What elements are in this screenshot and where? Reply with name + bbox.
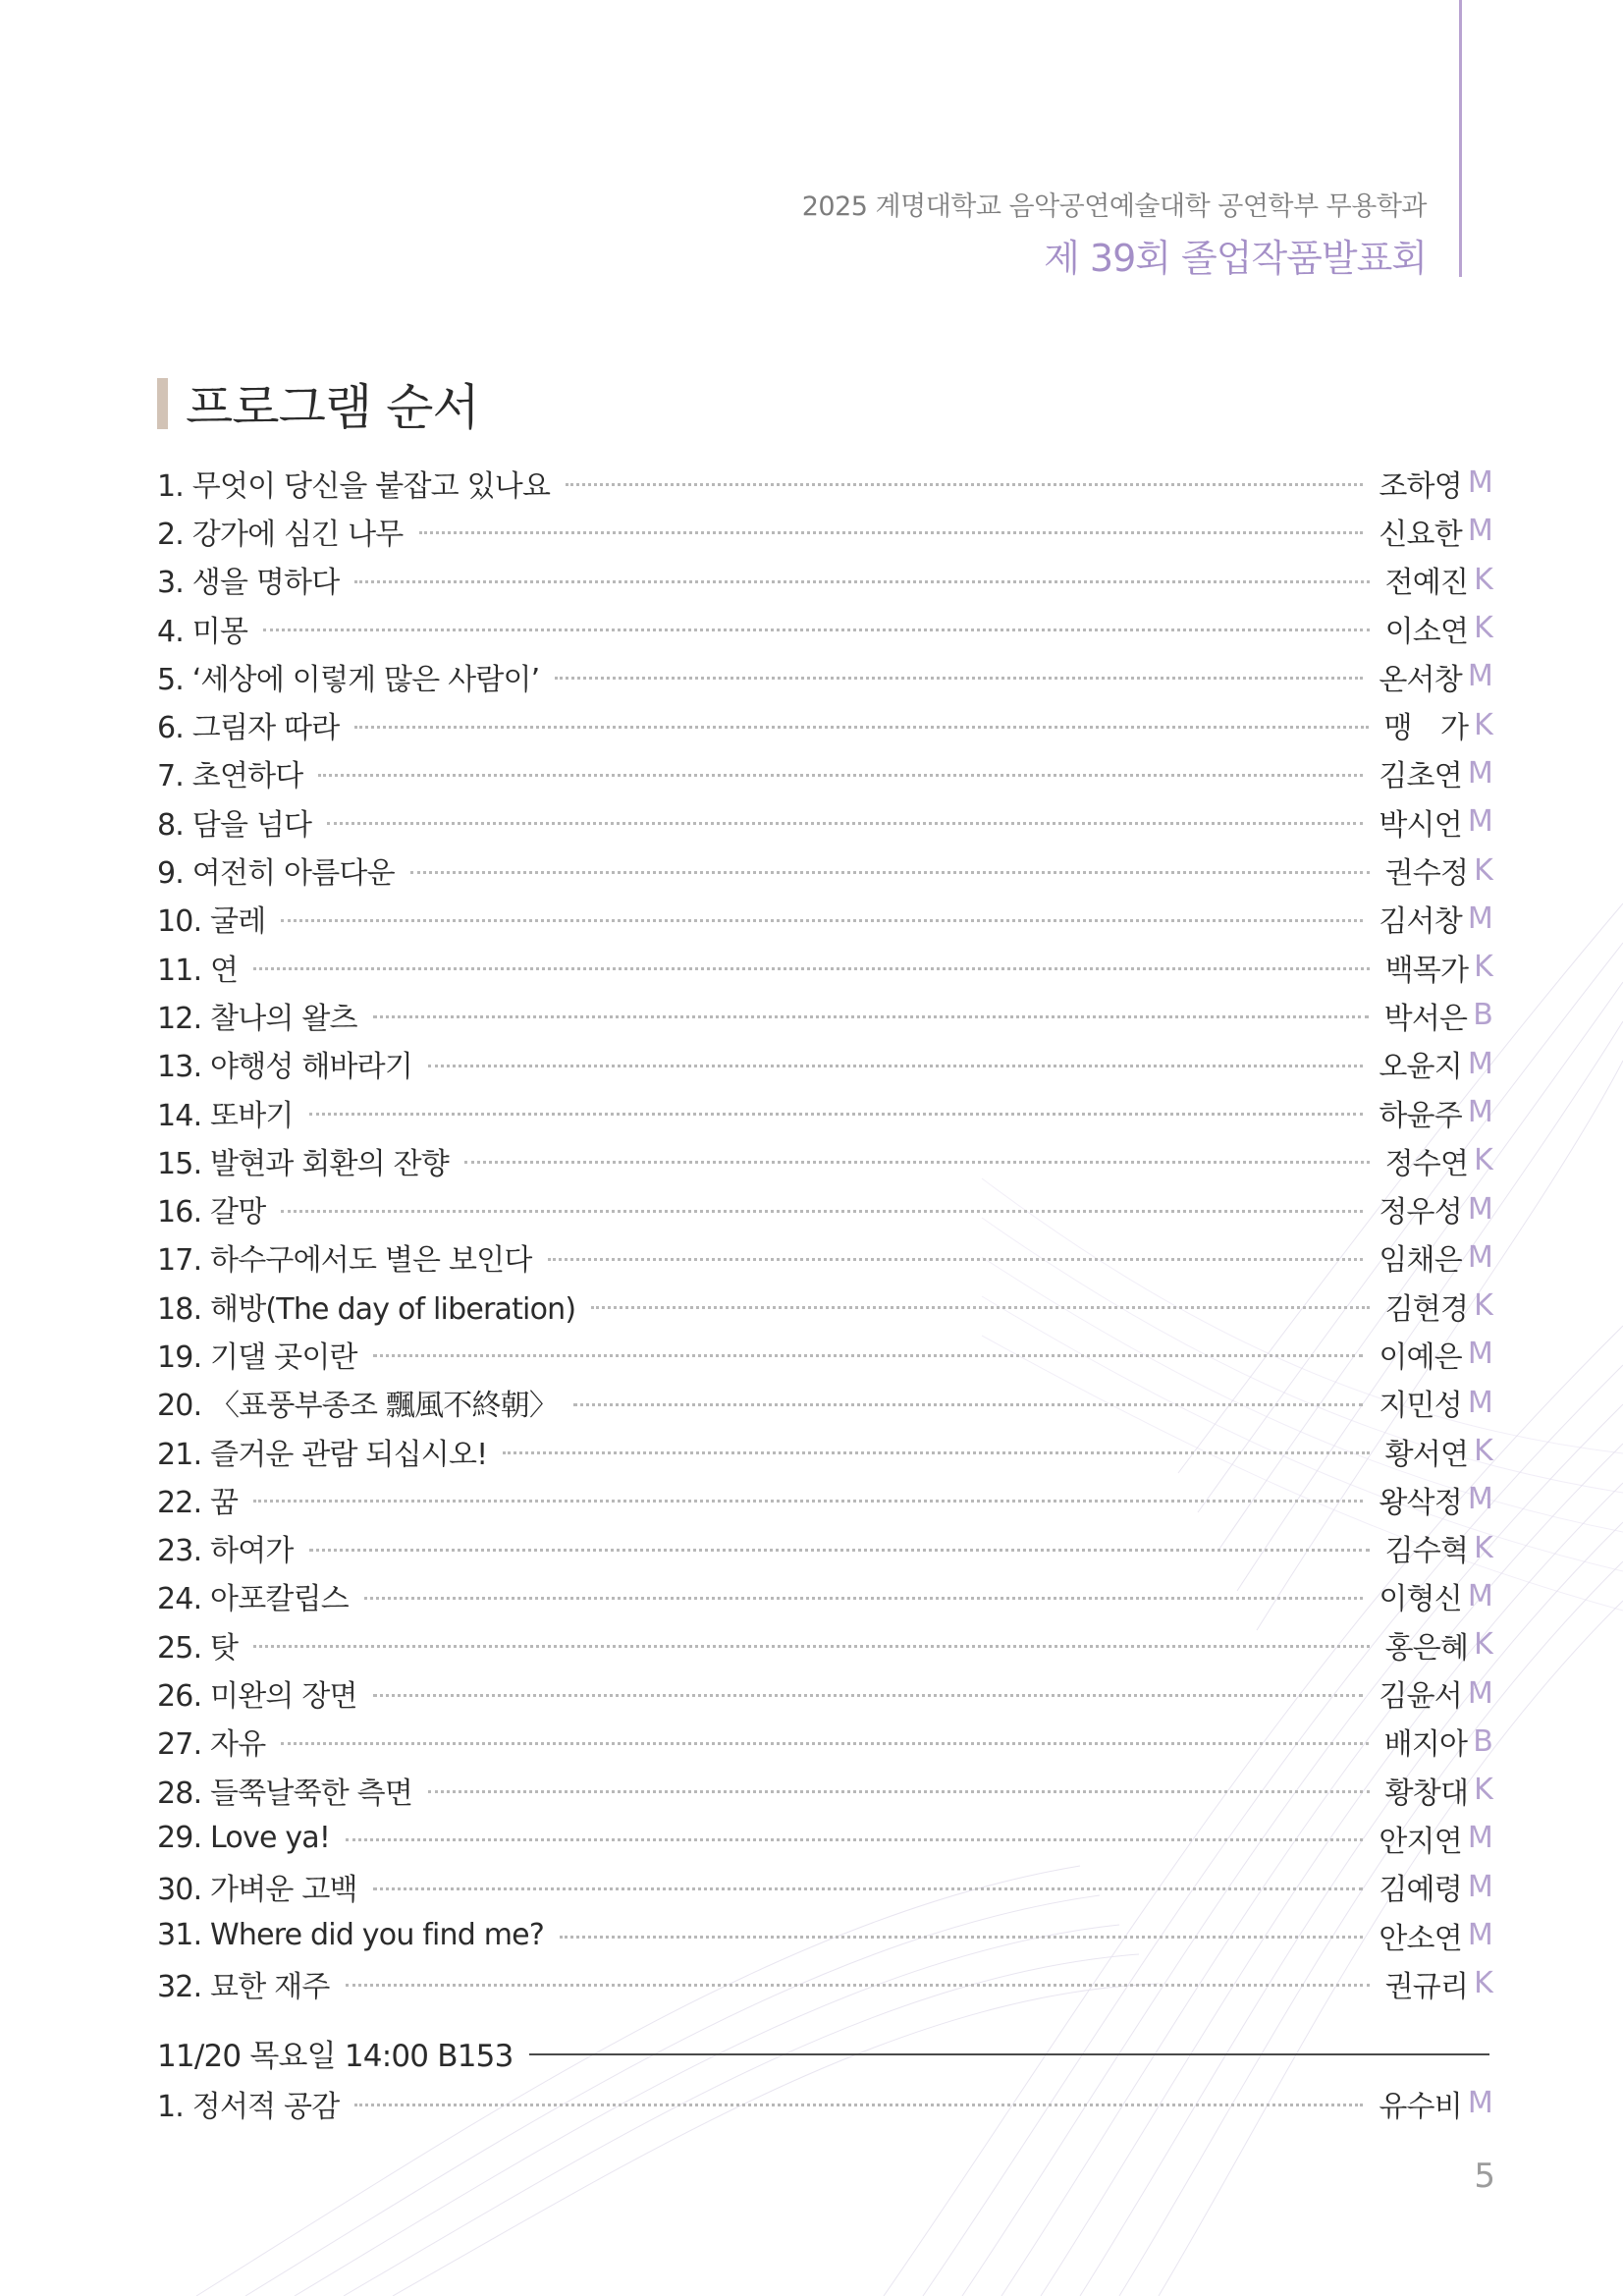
genre-marker: M	[1467, 1482, 1492, 1517]
genre-marker: M	[1467, 1191, 1492, 1227]
dot-leader	[354, 580, 1369, 583]
performer-name: 황서연	[1384, 1437, 1469, 1472]
program-title: 1. 무엇이 당신을 붙잡고 있나요	[157, 468, 551, 504]
page-number: 5	[1474, 2157, 1495, 2196]
genre-marker: M	[1467, 804, 1492, 840]
genre-marker: K	[1474, 1773, 1492, 1808]
performer	[1384, 703, 1492, 746]
genre-marker: M	[1467, 1095, 1492, 1129]
program-title: 28. 들쭉날쭉한 측면	[157, 1776, 413, 1811]
program-title: 1. 정서적 공감	[157, 2089, 340, 2124]
dot-leader	[346, 1838, 1363, 1841]
performer-name: 황창대	[1384, 1776, 1469, 1811]
dot-leader	[548, 1258, 1364, 1261]
performer-name: 안지연	[1379, 1824, 1462, 1859]
performer	[1385, 558, 1492, 601]
program-item	[157, 556, 1492, 604]
program-item	[157, 797, 1492, 846]
performer	[1384, 994, 1492, 1037]
dot-leader	[327, 822, 1363, 825]
dot-leader	[464, 1161, 1370, 1164]
program-title: 29. Love ya!	[157, 1821, 331, 1856]
program-item	[157, 749, 1492, 797]
performer	[1385, 1430, 1492, 1473]
performer-name: 김초연	[1379, 759, 1462, 794]
program-item	[157, 507, 1492, 555]
performer	[1379, 1381, 1492, 1424]
performer-name: 박서은	[1383, 1001, 1468, 1036]
performer	[1385, 848, 1492, 892]
performer-name: 권수정	[1384, 856, 1469, 892]
performer-name: 안소연	[1379, 1921, 1462, 1956]
performer	[1379, 1865, 1492, 1908]
performer	[1385, 1769, 1492, 1812]
dot-leader	[591, 1306, 1369, 1309]
genre-marker: M	[1467, 901, 1492, 936]
dot-leader	[364, 1597, 1363, 1600]
performer-name: 김수혁	[1384, 1534, 1469, 1569]
dot-leader	[428, 1790, 1370, 1793]
dot-leader	[309, 1549, 1370, 1552]
performer	[1385, 1285, 1492, 1328]
performer	[1379, 2082, 1492, 2125]
program-item	[157, 1233, 1492, 1282]
performer	[1385, 1526, 1492, 1569]
genre-marker: K	[1474, 1530, 1492, 1565]
dot-leader	[555, 677, 1363, 680]
performer	[1379, 897, 1492, 940]
program-item	[157, 1766, 1492, 1814]
program-item	[157, 604, 1492, 652]
dot-leader	[281, 1210, 1363, 1213]
dot-leader	[309, 1113, 1364, 1116]
genre-marker: K	[1474, 707, 1492, 742]
dot-leader	[560, 1936, 1363, 1939]
performer-name: 신요한	[1379, 517, 1462, 552]
performer-name: 오윤지	[1379, 1050, 1462, 1085]
program-title: 30. 가벼운 고백	[157, 1873, 357, 1908]
performer	[1379, 800, 1492, 844]
performer-name: 박시언	[1379, 807, 1462, 843]
genre-marker: M	[1467, 465, 1492, 501]
program-title: 17. 하수구에서도 별은 보인다	[157, 1243, 532, 1279]
genre-marker: K	[1474, 1143, 1492, 1178]
performer	[1379, 1478, 1492, 1521]
genre-marker: M	[1467, 1337, 1492, 1372]
program-item	[157, 991, 1492, 1039]
program-item	[157, 1282, 1492, 1330]
performer-name: 지민성	[1379, 1389, 1462, 1424]
program-title: 32. 묘한 재주	[157, 1969, 330, 2004]
program-title: 8. 담을 넘다	[157, 807, 312, 843]
program-item	[157, 1379, 1492, 1427]
program-title: 23. 하여가	[157, 1534, 294, 1569]
dot-leader	[373, 1887, 1364, 1890]
genre-marker: M	[1467, 2086, 1492, 2121]
dot-leader	[410, 871, 1370, 874]
performer	[1379, 751, 1492, 794]
program-title: 7. 초연하다	[157, 759, 303, 794]
dot-leader	[373, 1694, 1364, 1697]
dot-leader	[503, 1451, 1369, 1454]
header-title: 제 39회 졸업작품발표회	[1044, 237, 1427, 280]
dot-leader	[566, 483, 1363, 486]
performer-name: 이형신	[1379, 1582, 1462, 1617]
performer	[1385, 1962, 1492, 2005]
dot-leader	[354, 726, 1368, 729]
program-title: 22. 꿈	[157, 1485, 239, 1520]
genre-marker: K	[1474, 852, 1492, 888]
program-title: 11. 연	[157, 953, 239, 988]
program-title: 2. 강가에 심긴 나무	[157, 517, 404, 552]
program-item	[157, 459, 1492, 507]
performer-name: 권규리	[1384, 1969, 1469, 2004]
genre-marker: M	[1467, 755, 1492, 791]
program-title: 6. 그림자 따라	[157, 711, 340, 746]
performer	[1379, 1914, 1492, 1957]
performer	[1385, 1623, 1492, 1667]
performer	[1379, 1574, 1492, 1617]
header-vertical-rule	[1459, 0, 1462, 277]
program-item	[157, 1668, 1492, 1717]
performer-name: 조하영	[1379, 468, 1462, 504]
performer	[1379, 510, 1492, 553]
genre-marker: K	[1474, 562, 1492, 597]
performer	[1379, 462, 1492, 505]
program-title: 24. 아포칼립스	[157, 1582, 349, 1617]
performer-name: 배지아	[1383, 1727, 1468, 1763]
program-title: 9. 여전히 아름다운	[157, 856, 395, 892]
program-item	[157, 1427, 1492, 1475]
program-item	[157, 1475, 1492, 1523]
program-item	[157, 1524, 1492, 1572]
program-list	[157, 459, 1492, 2008]
genre-marker: M	[1467, 1046, 1492, 1081]
program-item	[157, 1040, 1492, 1088]
program-item	[157, 1088, 1492, 1136]
program-item	[157, 652, 1492, 700]
program-item	[157, 1572, 1492, 1620]
genre-marker: K	[1474, 1434, 1492, 1469]
performer	[1379, 1817, 1492, 1860]
program-item	[157, 1136, 1492, 1184]
program-title: 4. 미몽	[157, 614, 248, 649]
program-item	[157, 895, 1492, 943]
genre-marker: M	[1467, 1918, 1492, 1953]
performer-name: 전예진	[1384, 566, 1469, 601]
genre-marker: K	[1474, 1966, 1492, 2001]
program-title: 14. 또바기	[157, 1098, 294, 1133]
section-heading	[157, 376, 479, 436]
dot-leader	[318, 774, 1363, 777]
genre-marker: M	[1467, 514, 1492, 549]
dot-leader	[428, 1065, 1363, 1067]
performer-name: 왕삭정	[1379, 1485, 1462, 1520]
program-title: 21. 즐거운 관람 되십시오!	[157, 1437, 488, 1472]
program-item	[157, 1620, 1492, 1668]
header-subtitle: 2025 계명대학교 음악공연예술대학 공연학부 무용학과	[801, 191, 1427, 222]
performer-name: 유수비	[1379, 2089, 1462, 2124]
program-title: 18. 해방(The day of liberation)	[157, 1291, 576, 1327]
program-item	[157, 1814, 1492, 1862]
program-title: 16. 갈망	[157, 1195, 266, 1230]
performer	[1379, 1042, 1492, 1085]
performer	[1379, 1091, 1492, 1134]
genre-marker: M	[1467, 1869, 1492, 1904]
dot-leader	[373, 1354, 1364, 1357]
performer	[1379, 1235, 1492, 1279]
genre-marker: K	[1474, 611, 1492, 646]
genre-marker: B	[1473, 998, 1492, 1033]
performer-name: 김예령	[1379, 1873, 1462, 1908]
genre-marker: K	[1474, 950, 1492, 985]
program-item	[157, 1959, 1492, 2007]
dot-leader	[346, 1984, 1370, 1987]
performer-name: 정수연	[1384, 1146, 1469, 1181]
performer-name: 김현경	[1384, 1291, 1469, 1327]
session-label: 11/20 목요일 14:00 B153	[157, 2038, 514, 2074]
performer-name: 하윤주	[1379, 1098, 1462, 1133]
performer-name: 백목가	[1384, 953, 1469, 988]
dot-leader	[281, 1742, 1368, 1745]
performer	[1379, 1187, 1492, 1230]
performer	[1379, 1333, 1492, 1376]
program-item	[157, 1184, 1492, 1232]
dot-leader	[373, 1015, 1369, 1018]
program-item	[157, 846, 1492, 894]
program-title: 26. 미완의 장면	[157, 1679, 357, 1715]
program-item	[157, 1330, 1492, 1378]
performer-name: 김윤서	[1379, 1679, 1462, 1715]
performer-name: 이예은	[1379, 1339, 1462, 1375]
genre-marker: M	[1467, 1821, 1492, 1856]
performer	[1385, 607, 1492, 650]
section-heading-text: 프로그램 순서	[186, 379, 479, 436]
dot-leader	[354, 2104, 1363, 2106]
program-title: 13. 야행성 해바라기	[157, 1050, 413, 1085]
program-item	[157, 943, 1492, 991]
genre-marker: M	[1467, 1675, 1492, 1711]
performer	[1379, 1671, 1492, 1715]
performer-name: 정우성	[1379, 1195, 1462, 1230]
genre-marker: M	[1467, 1239, 1492, 1275]
genre-marker: M	[1467, 659, 1492, 694]
program-title: 20. 〈표풍부종조 飄風不終朝〉	[157, 1389, 559, 1424]
program-title: 3. 생을 명하다	[157, 566, 340, 601]
program-title: 15. 발현과 회환의 잔향	[157, 1146, 449, 1181]
program-item	[157, 1863, 1492, 1911]
dot-leader	[263, 629, 1369, 631]
program-title: 5. ‘세상에 이렇게 많은 사람이’	[157, 662, 540, 697]
genre-marker: M	[1467, 1578, 1492, 1613]
program-item	[157, 2079, 1492, 2127]
dot-leader	[573, 1403, 1363, 1406]
performer-name: 홍은혜	[1384, 1630, 1469, 1666]
program-title: 31. Where did you find me?	[157, 1918, 544, 1953]
program-title: 12. 찰나의 왈츠	[157, 1001, 357, 1036]
genre-marker: M	[1467, 1385, 1492, 1420]
session-rule	[529, 2053, 1489, 2055]
performer-name: 온서창	[1379, 662, 1462, 697]
performer-name: 이소연	[1384, 614, 1469, 649]
program-title: 27. 자유	[157, 1727, 266, 1763]
performer	[1385, 946, 1492, 989]
program-title: 10. 굴레	[157, 904, 266, 940]
program-item	[157, 1911, 1492, 1959]
performer-name: 임채은	[1379, 1243, 1462, 1279]
program-item	[157, 1718, 1492, 1766]
program-title: 25. 탓	[157, 1630, 239, 1666]
performer	[1384, 1720, 1492, 1763]
performer-name: 맹 가	[1383, 711, 1469, 746]
dot-leader	[419, 531, 1364, 534]
session-list	[157, 2079, 1492, 2127]
performer	[1385, 1139, 1492, 1182]
performer	[1379, 655, 1492, 698]
genre-marker: K	[1474, 1627, 1492, 1663]
session-header	[157, 2028, 1489, 2077]
genre-marker: B	[1473, 1723, 1492, 1759]
dot-leader	[253, 1645, 1369, 1648]
dot-leader	[253, 1500, 1363, 1503]
program-title: 19. 기댈 곳이란	[157, 1339, 357, 1375]
section-heading-bar	[157, 378, 168, 429]
program-item	[157, 700, 1492, 748]
dot-leader	[253, 967, 1369, 970]
dot-leader	[281, 919, 1363, 922]
genre-marker: K	[1474, 1288, 1492, 1324]
performer-name: 김서창	[1379, 904, 1462, 940]
